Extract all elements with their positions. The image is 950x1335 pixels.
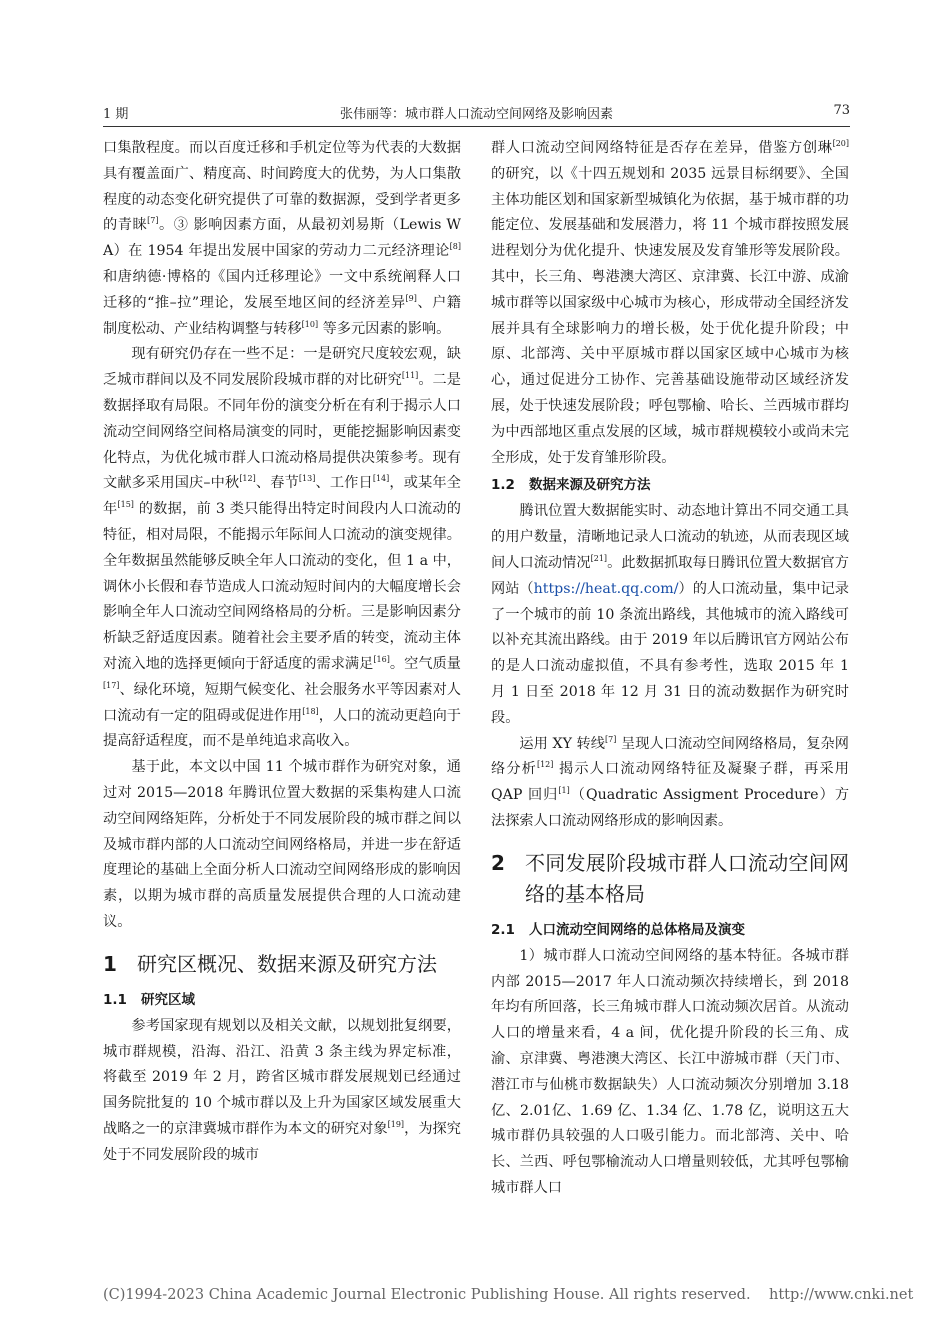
subsection-number: 1.2	[491, 477, 515, 494]
section-title: 研究区概况、数据来源及研究方法	[137, 951, 437, 976]
citation[interactable]: [18]	[302, 706, 319, 716]
citation[interactable]: [12]	[239, 474, 256, 484]
paragraph: 腾讯位置大数据能实时、动态地计算出不同交通工具的用户数量，清晰地记录人口流动的轨迹，从而表现区域间人口流动情况[21]。此数据抓取每日腾讯位置大数据官方网站（https://heat.qq.com/）的人口流动量，集中记录了一个城市的前 10 条流出路线，其他城市的流入路线可以补充其流出路线。由于 2019 年以后腾讯官方网站公布的是人口流动虚拟值，不具有参考性，选取 2015 年 1 月 1 日至 2018 年 12 月 31 日的流动数据作为研究时段。	[491, 503, 849, 726]
paragraph: 基于此，本文以中国 11 个城市群作为研究对象，通过对 2015—2018 年腾讯位置大数据的采集构建人口流动空间网络矩阵，分析处于不同发展阶段的城市群之间以及城市群内部的人口流动空间网络格局，并进一步在舒适度理论的基础上全面分析人口流动空间网络形成的影响因素，以期为城市群的高质量发展提供合理的人口流动建议。	[103, 759, 461, 930]
section-title: 不同发展阶段城市群人口流动空间网络的基本格局	[525, 850, 849, 906]
citation[interactable]: [8]	[449, 242, 461, 252]
running-header	[103, 100, 850, 124]
citation[interactable]: [16]	[373, 654, 390, 664]
header-divider	[103, 126, 850, 127]
footer-site[interactable]: http://www.cnki.net	[769, 1287, 914, 1303]
citation[interactable]: [17]	[103, 680, 120, 690]
paragraph: 群人口流动空间网络特征是否存在差异，借鉴方创琳[20] 的研究，以《十四五规划和 2035 远景目标纲要》、全国主体功能区划和国家新型城镇化为依据，基于城市群的功能定位、发展基础和发展潜力，将 11 个城市群按照发展进程划分为优化提升、快速发展及发育雏形等发展阶段。其中，长三角、粤港澳大湾区、京津冀、长江中游、成渝城市群等以国家级中心城市为核心，形成带动全国经济发展并具有全球影响力的增长极，处于优化提升阶段；中原、北部湾、关中平原城市群以国家区域中心城市为核心，通过促进分工协作、完善基础设施带动区域经济发展，处于快速发展阶段；呼包鄂榆、哈长、兰西城市群均为中西部地区重点发展的区域，城市群规模较小或尚未完全形成，处于发育雏形阶段。	[491, 139, 849, 466]
section-number: 1	[103, 951, 117, 976]
section-number: 2	[491, 850, 505, 875]
left-column	[103, 136, 461, 1168]
subsection-number: 2.1	[491, 921, 515, 938]
citation[interactable]: [20]	[832, 139, 849, 148]
paragraph: 运用 XY 转线[7] 呈现人口流动空间网络格局，复杂网络分析[12] 揭示人口流动网络特征及凝聚子群，再采用 QAP 回归[1]（Quadratic Assigment Procedure）方法探索人口流动网络形成的影响因素。	[491, 734, 850, 829]
citation[interactable]: [10]	[301, 319, 319, 329]
citation[interactable]: [13]	[298, 474, 316, 484]
copyright-footer	[103, 1287, 913, 1303]
citation[interactable]: [21]	[590, 553, 608, 563]
subsection-heading	[491, 473, 849, 498]
section-heading	[491, 848, 849, 910]
paragraph: 1）城市群人口流动空间网络的基本特征。各城市群内部 2015—2017 年人口流动频次持续增长，到 2018 年均有所回落，长三角城市群人口流动频次居首。从流动人口的增量来看，4 a 间，优化提升阶段的长三角、成渝、京津冀、粤港澳大湾区、长江中游城市群（天门市、潜江市与仙桃市数据缺失）人口流动频次分别增加 3.18 亿、2.01亿、1.69 亿、1.34 亿、1.78 亿，说明这五大城市群仍具较强的人口吸引能力。而北部湾、关中、哈长、兰西、呼包鄂榆流动人口增量则较低，尤其呼包鄂榆城市群人口	[491, 947, 849, 1196]
citation[interactable]: [7]	[605, 734, 617, 744]
page-number: 73	[833, 103, 850, 118]
subsection-number: 1.1	[103, 991, 127, 1008]
issue-label: 1 期	[103, 107, 129, 122]
subsection-heading	[103, 988, 461, 1013]
paragraph: 参考国家现有规划以及相关文献，以规划批复纲要，城市群规模，沿海、沿江、沿黄 3 条主线为界定标准，将截至 2019 年 2 月，跨省区城市群发展规划已经通过国务院批复的 10 个城市群以及上升为国家区域发展重大战略之一的京津冀城市群作为本文的研究对象[19]，为探究处于不同发展阶段的城市	[103, 1017, 461, 1163]
citation[interactable]: [1]	[558, 786, 570, 796]
citation[interactable]: [14]	[372, 474, 390, 484]
paragraph: 口集散程度。而以百度迁移和手机定位等为代表的大数据具有覆盖面广、精度高、时间跨度大的优势，为人口集散程度的动态变化研究提供了可靠的数据源，受到学者更多的青睐[7]。③ 影响因素方面，从最初刘易斯（Lewis W A）在 1954 年提出发展中国家的劳动力二元经济理论[8] 和唐纳德·博格的《国内迁移理论》一文中系统阐释人口迁移的“推–拉”理论，发展至地区间的经济差异[9]、户籍制度松动、产业结构调整与转移[10] 等多元因素的影响。	[103, 140, 461, 337]
citation[interactable]: [11]	[401, 371, 419, 381]
citation[interactable]: [9]	[405, 293, 417, 303]
website-link[interactable]: https://heat.qq.com/	[533, 580, 679, 597]
subsection-heading	[491, 918, 849, 943]
subsection-title: 研究区域	[141, 991, 195, 1008]
citation[interactable]: [12]	[536, 760, 554, 770]
running-title: 张伟丽等：城市群人口流动空间网络及影响因素	[339, 107, 613, 122]
subsection-title: 人口流动空间网络的总体格局及演变	[529, 921, 745, 938]
right-column	[491, 136, 849, 1202]
citation[interactable]: [15]	[117, 500, 134, 510]
subsection-title: 数据来源及研究方法	[529, 477, 651, 494]
citation[interactable]: [19]	[387, 1119, 405, 1129]
paragraph: 现有研究仍存在一些不足：一是研究尺度较宏观，缺乏城市群间以及不同发展阶段城市群的对比研究[11]。二是数据择取有局限。不同年份的演变分析在有利于揭示人口流动空间网络空间格局演变的同时，更能挖掘影响因素变化特点，为优化城市群人口流动格局提供决策参考。现有文献多采用国庆–中秋[12]、春节[13]、工作日[14]，或某年全年[15] 的数据，前 3 类只能得出特定时间段内人口流动的特征，相对局限，不能揭示年际间人口流动的演变规律。全年数据虽然能够反映全年人口流动的变化，但 1 a 中，调休小长假和春节造成人口流动短时间内的大幅度增长会影响全年人口流动空间网络格局的分析。三是影响因素分析缺乏舒适度因素。随着社会主要矛盾的转变，流动主体对流入地的选择更倾向于舒适度的需求满足[16]。空气质量[17]、绿化环境，短期气候变化、社会服务水平等因素对人口流动有一定的阻碍或促进作用[18]，人口的流动更趋向于提高舒适程度，而不是单纯追求高收入。	[103, 346, 461, 750]
citation[interactable]: [7]	[147, 216, 159, 226]
section-heading	[103, 949, 461, 980]
copyright-text: (C)1994-2023 China Academic Journal Electronic Publishing House. All rights reserved.	[103, 1287, 751, 1303]
